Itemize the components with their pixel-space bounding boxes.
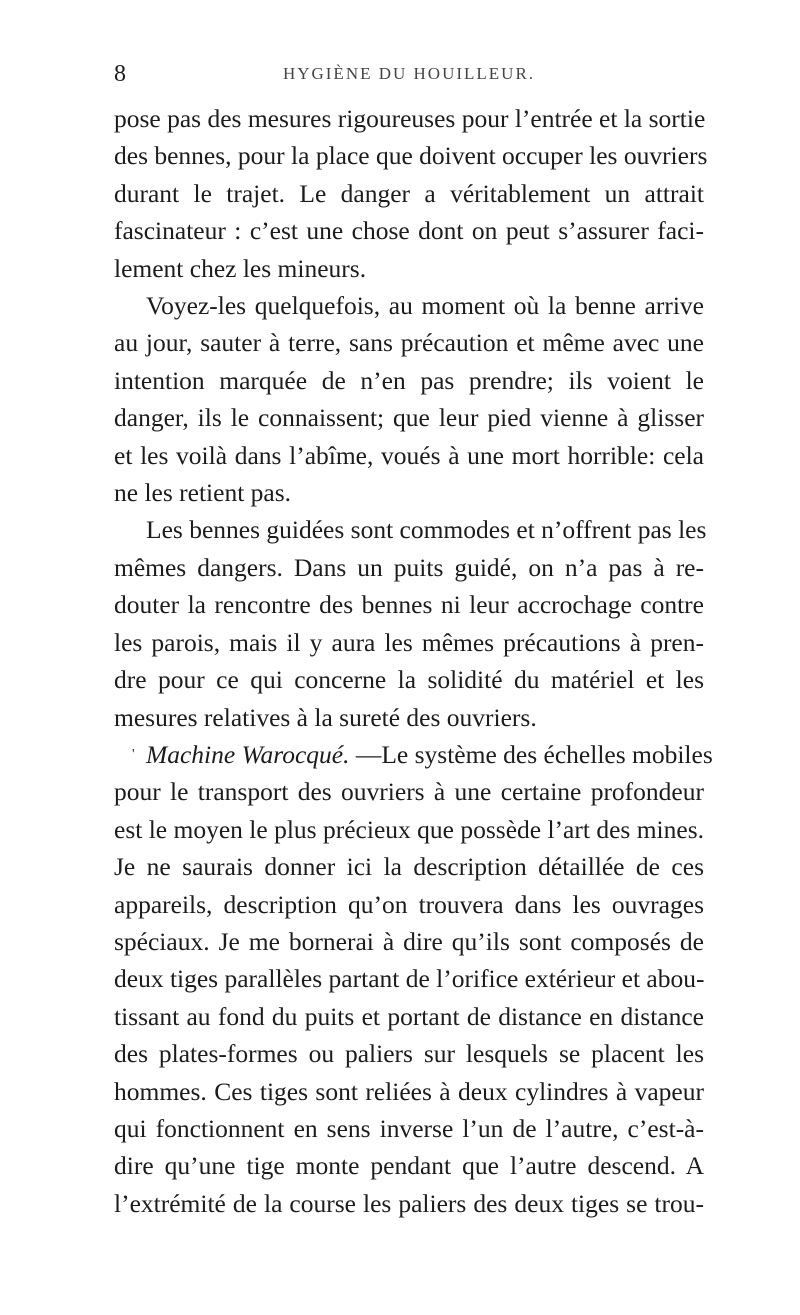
text-line: durant le trajet. Le danger a véritablement un attrait: [114, 178, 704, 208]
text-line: mêmes dangers. Dans un puits guidé, on n’a pas à re-: [114, 552, 704, 582]
text-line: qui fonctionnent en sens inverse l’un de l’autre, c’est-à-: [114, 1113, 704, 1143]
text-line: dre pour ce qui concerne la solidité du matériel et les: [114, 665, 704, 695]
text-line: intention marquée de n’en pas prendre; ils voient le: [114, 365, 704, 395]
text-line: les parois, mais il y aura les mêmes précautions à pren-: [114, 627, 704, 657]
text-line: pose pas des mesures rigoureuses pour l’entrée et la sortie: [114, 104, 706, 133]
text-line: des plates-formes ou paliers sur lesquels se placent les: [114, 1039, 704, 1069]
text-line: ne les retient pas.: [114, 478, 292, 508]
section-subhead: Machine Warocqué.: [146, 739, 350, 769]
text-line: Les bennes guidées sont commodes et n’offrent pas les: [146, 515, 707, 545]
text-line: tissant au fond du puits et portant de distance en distance: [114, 1001, 704, 1031]
text-line: Je ne saurais donner ici la description détaillée de ces: [114, 852, 704, 882]
text-line: pour le transport des ouvriers à une certaine profondeur: [114, 777, 704, 807]
text-line: l’extrémité de la course les paliers des deux tiges se trou-: [114, 1188, 704, 1218]
text-line: spéciaux. Je me bornerai à dire qu’ils sont composés de: [114, 926, 704, 956]
page-number: 8: [114, 61, 126, 87]
subhead-line: [114, 736, 713, 773]
text-line: au jour, sauter à terre, sans précaution et même avec une: [114, 328, 704, 358]
text-line: danger, ils le connaissent; que leur pied vienne à glisser: [114, 403, 704, 433]
stray-mark: ': [132, 746, 135, 762]
running-title: HYGIÈNE DU HOUILLEUR.: [282, 64, 536, 83]
text-line: fascinateur : c’est une chose dont on peut s’assurer faci-: [114, 216, 704, 246]
text-line: et les voilà dans l’abîme, voués à une mort horrible: cela: [114, 440, 704, 470]
text-line: deux tiges parallèles partant de l’orifice extérieur et abou-: [114, 964, 705, 994]
running-header: [114, 60, 704, 88]
text-line: hommes. Ces tiges sont reliées à deux cylindres à vapeur: [114, 1076, 704, 1106]
text-line: mesures relatives à la sureté des ouvriers.: [114, 702, 537, 732]
text-line: Voyez-les quelquefois, au moment où la benne arrive: [146, 291, 704, 321]
text-line: des bennes, pour la place que doivent occuper les ouvriers: [114, 141, 708, 171]
text-line: dire qu’une tige monte pendant que l’autre descend. A: [114, 1151, 704, 1181]
subhead-rest: —Le système des échelles mobiles: [349, 739, 713, 769]
text-line: est le moyen le plus précieux que possède l’art des mines.: [114, 814, 704, 844]
text-line: lement chez les mineurs.: [114, 253, 367, 283]
body-text: [114, 100, 713, 1222]
text-line: appareils, description qu’on trouvera dans les ouvrages: [114, 889, 704, 919]
text-line: douter la rencontre des bennes ni leur accrochage contre: [114, 590, 704, 620]
